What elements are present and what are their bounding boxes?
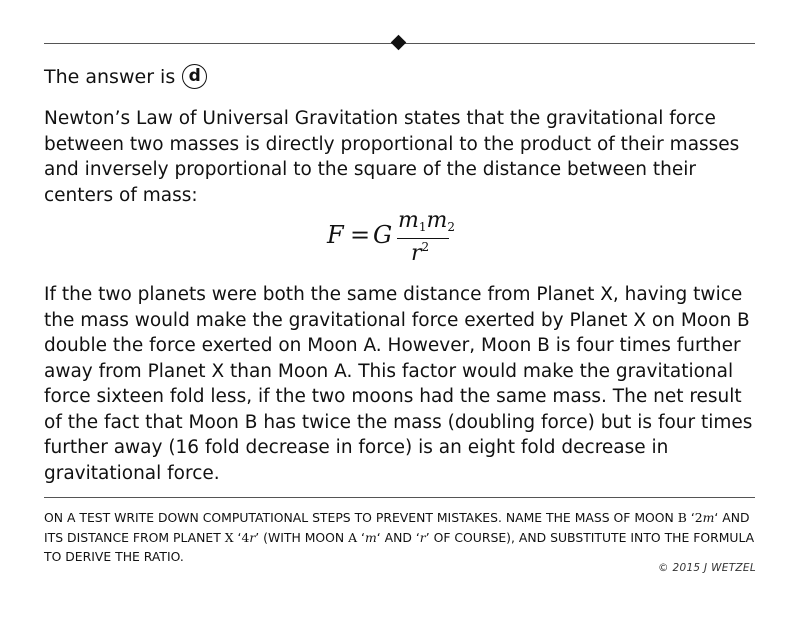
bottom-divider — [44, 497, 755, 498]
formula-numerator: $m_1m_2$ — [398, 208, 456, 234]
answer-line — [44, 64, 207, 89]
formula-constant: G — [373, 221, 393, 249]
formula-force: F — [327, 221, 344, 249]
test-tip-note: ON A TEST WRITE DOWN COMPUTATIONAL STEPS TO PREVENT MISTAKES. NAME THE MASS OF MOON B ‘2m‘ AND ITS DISTANCE FROM PLANET X ‘4r’ (WITH MOON A ‘m‘ AND ‘r’ OF COURSE), AND SUBSTITUTE INTO THE FORMULA TO DERIVE THE RATIO. — [44, 510, 755, 564]
formula-denominator: $r^2$ — [411, 240, 430, 266]
formula-equals: = — [350, 221, 371, 249]
diamond-ornament-icon — [391, 35, 407, 51]
copyright: © 2015 J WETZEL — [658, 562, 756, 574]
explanation-paragraph-1: Newton’s Law of Universal Gravitation states that the gravitational force between two masses is directly proportional to the product of their masses and inversely proportional to the square of the distance between their centers of mass: — [44, 108, 740, 206]
gravitation-formula — [323, 208, 473, 270]
answer-letter-badge: d — [182, 64, 207, 89]
answer-prefix: The answer is — [44, 65, 176, 88]
explanation-paragraph-2: If the two planets were both the same distance from Planet X, having twice the mass would make the gravitational force exerted by Planet X on Moon B double the force exerted on Moon A. However, Moon B is four times further away from Planet X than Moon A. This factor would make the gravitational force sixteen fold less, if the two moons had the same mass. The net result of the fact that Moon B has twice the mass (doubling force) but is four times further away (16 fold decrease in force) is an eight fold decrease in gravitational force. — [44, 284, 753, 484]
